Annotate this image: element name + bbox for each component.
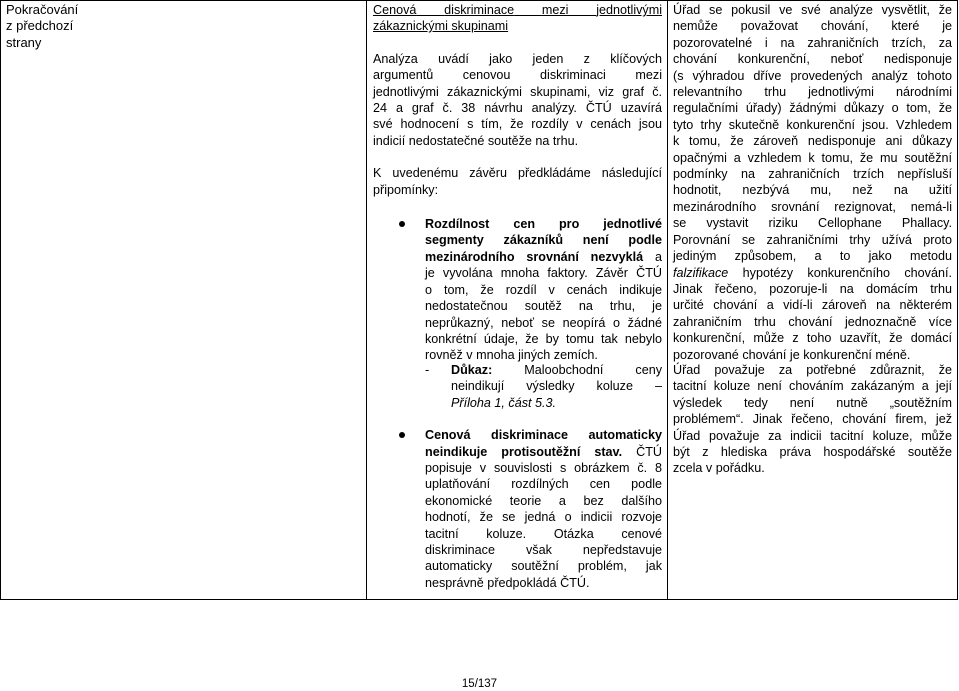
- text-line: Cenová diskriminace automaticky: [425, 428, 662, 443]
- response-column-lower: [673, 362, 952, 477]
- paragraph-intro: [373, 165, 662, 198]
- text-line: hodnotit, nezbývá mu, než na užití: [673, 183, 952, 198]
- text-line: zahraničním trhu chování jednoznačně více: [673, 314, 952, 329]
- bullet-item-price-difference: [373, 216, 662, 364]
- text-line: nedostatečnou soutěž na trhu, je: [425, 299, 662, 314]
- text-line: relevantního trhu jednotlivými národními: [673, 85, 952, 100]
- heading-word: Cenová: [373, 3, 417, 17]
- text-line: podmínky na zahraničních trzích nepřísluší: [673, 167, 952, 182]
- text-line: 24 a graf č. 38 návrhu analýzy. ČTÚ uzavírá: [373, 101, 662, 116]
- text-line: pozorované chování je konkurenční méně.: [673, 347, 911, 362]
- label-line: Pokračování: [6, 2, 79, 17]
- text-line: segmenty zákazníků není podle: [425, 233, 662, 248]
- text-fragment: Maloobchodní ceny: [524, 363, 663, 377]
- table-top-border: [0, 0, 958, 1]
- text-line: zcela v pořádku.: [673, 461, 765, 476]
- text-line: Úřad považuje za indicii tacitní koluze, může: [673, 428, 952, 443]
- comment-column-lower: [373, 362, 662, 591]
- heading-word: jednotlivými: [596, 3, 663, 17]
- page-number: 15/137: [461, 678, 498, 690]
- text-line: být z hlediska práva hospodářské soutěže: [673, 445, 952, 460]
- bullet-icon: [399, 221, 405, 227]
- text-line: popisuje v souvislosti s obrázkem č. 8: [425, 461, 662, 476]
- text-line: se vystavit riziku Cellophane Phallacy.: [673, 216, 952, 231]
- bold-fragment: mezinárodního srovnání nezvyklá: [425, 249, 644, 264]
- text-line: připomínky:: [373, 182, 439, 197]
- text-line: nesprávně předpokládá ČTÚ.: [425, 575, 590, 590]
- text-line: určité chování a vidí-li zároveň na některém: [673, 298, 952, 313]
- text-line: tyto trhy skutečně konkurenční jsou. Vzhledem: [673, 117, 952, 132]
- italic-fragment: falzifikace: [673, 265, 729, 280]
- bold-fragment: Důkaz:: [451, 363, 493, 377]
- text-line: konkurenční, může z toho uzavřít, že domácí: [673, 331, 952, 346]
- paragraph-response-2: [673, 362, 952, 477]
- section-heading: [373, 2, 662, 18]
- text-line: automaticky soutěžní problém, jak: [425, 559, 662, 574]
- text-line: uplatňování rozdílných cen podle: [425, 477, 662, 492]
- column-divider-2: [667, 0, 668, 600]
- bold-fragment: neindikuje protisoutěžní stav.: [425, 444, 623, 459]
- text-line: [425, 362, 662, 378]
- text-line: Analýza uvádí jako jeden z klíčových: [373, 51, 662, 66]
- comment-column: [373, 2, 662, 364]
- text-line: problémem“. Jinak řečeno, chování firem, jež: [673, 412, 952, 427]
- text-line: nemůže považovat chování, které je: [673, 19, 952, 34]
- text-line: argumentů cenovou diskriminaci mezi: [373, 68, 662, 83]
- text-line: Příloha 1, část 5.3.: [451, 395, 557, 410]
- text-line: své hodnocení s tím, že rozdíly v cenách jsou: [373, 117, 662, 132]
- text-line: neindikují výsledky koluze –: [451, 379, 662, 394]
- text-line: indicií nedostatečné soutěže na trhu.: [373, 133, 579, 148]
- text-line: pozorovatelné i na zahraničních trzích, za: [673, 35, 952, 50]
- text-line: tacitní koluze není chováním zakázaným a její: [673, 379, 952, 394]
- text-line: k tomu, že zároveň nedisponuje ani důkazy: [673, 134, 952, 149]
- column-divider-1: [366, 0, 367, 600]
- text-line: Porovnání se zahraničními trhy užívá proto: [673, 232, 952, 247]
- label-line: z předchozí: [6, 18, 74, 34]
- text-line: je vyvolána mnoha faktory. Závěr ČTÚ: [425, 266, 662, 281]
- text-line: ekonomické teorie a bez dalšího: [425, 493, 662, 508]
- text-fragment: hypotézy konkurenčního chování.: [728, 265, 952, 280]
- text-line: opačnými a vzhledem k tomu, že mu soutěžní: [673, 150, 952, 165]
- text-fragment: ČTÚ: [622, 444, 662, 459]
- text-line: (s výhradou dříve provedených analýz tohoto: [673, 68, 952, 83]
- text-line: [425, 249, 662, 265]
- text-line: chování konkurenční, neboť nedisponuje: [673, 52, 952, 67]
- text-line: konkrétní údaje, že by tomu tak nebylo: [425, 331, 662, 346]
- text-line: výsledek tedy není nutně „soutěžním: [673, 395, 952, 410]
- text-line: hodnotí, že se jedná o indicii rozvoje: [425, 510, 662, 525]
- text-line: jednotlivými zákaznickými skupinami, viz graf č.: [373, 84, 662, 99]
- bullet-icon: [399, 432, 405, 438]
- section-heading-line2: zákaznickými skupinami: [373, 19, 509, 34]
- text-line: Úřad považuje za potřebné zdůraznit, že: [673, 363, 952, 377]
- heading-word: mezi: [541, 3, 569, 17]
- paragraph-response-1: [673, 2, 952, 363]
- table-left-border: [0, 0, 1, 600]
- heading-word: diskriminace: [444, 3, 515, 17]
- table-bottom-border: [0, 599, 958, 600]
- text-line: mezinárodního srovnání rezignovat, nemá-li: [673, 199, 952, 214]
- text-line: Úřad se pokusil ve své analýze vysvětlit, že: [673, 3, 952, 17]
- text-line: [425, 444, 662, 460]
- text-line: o tom, že rozdíl v cenách indikuje: [425, 282, 662, 297]
- text-line: diskriminace však nepředstavuje: [425, 543, 662, 558]
- text-line: rovněž v mnoha jiných zemích.: [425, 348, 598, 363]
- text-line: neprůkazný, neboť se neopírá o žádné: [425, 315, 662, 330]
- bullet-item-price-discrimination: [373, 427, 662, 591]
- text-line: K uvedenému závěru předkládáme následující: [373, 166, 662, 181]
- response-column: [673, 2, 952, 363]
- dash-marker: -: [425, 363, 430, 377]
- text-line: Jinak řečeno, pozoruje-li na domácím trhu: [673, 281, 952, 296]
- label-line: strany: [6, 34, 42, 50]
- text-line: jediným způsobem, a to jako metodu: [673, 249, 952, 264]
- paragraph-analysis: [373, 51, 662, 149]
- text-line: tacitní koluze. Otázka cenové: [425, 526, 662, 541]
- text-fragment: a: [643, 249, 662, 264]
- table-right-border: [957, 0, 958, 600]
- text-line: [673, 265, 952, 281]
- text-line: regulačními úřady) žádnými důkazy o tom, že: [673, 101, 952, 116]
- proof-block: [373, 362, 662, 411]
- text-line: Rozdílnost cen pro jednotlivé: [425, 217, 662, 232]
- column-section-label: [6, 2, 362, 51]
